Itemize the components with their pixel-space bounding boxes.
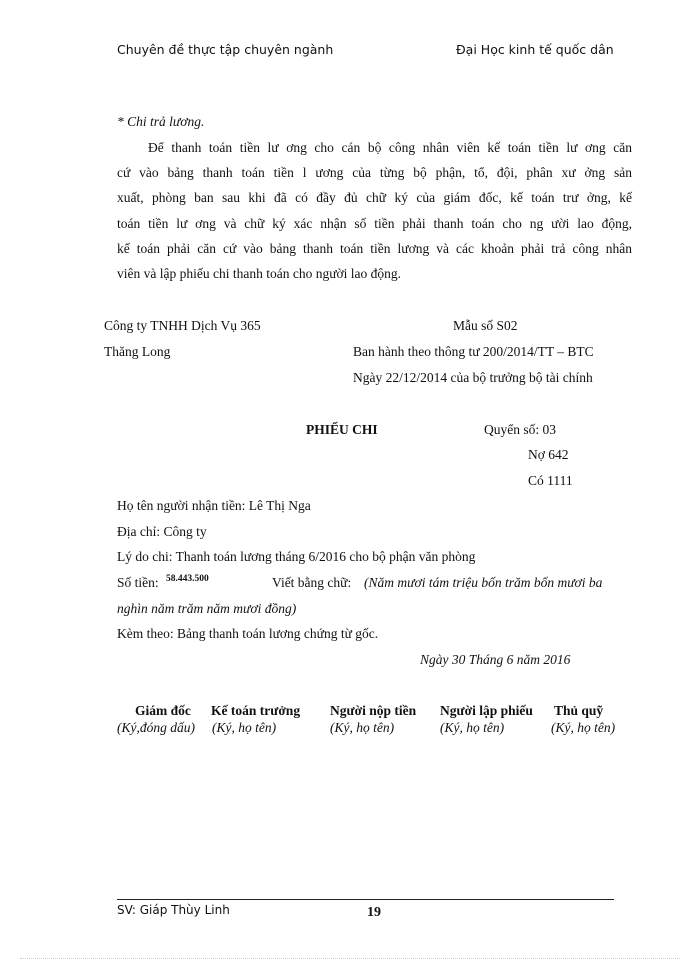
company-name: Công ty TNHH Dịch Vụ 365	[104, 318, 261, 333]
paragraph-line: kế toán phải căn cứ vào bảng thanh toán tiền lương và các khoản phải trả công nhân	[117, 240, 632, 256]
signature-role: Kế toán trưởng	[211, 703, 301, 718]
attachments: Kèm theo: Bảng thanh toán lương chứng từ gốc.	[117, 626, 379, 641]
amount-words: (Năm mươi tám triệu bốn trăm bốn mươi ba	[364, 575, 603, 590]
debit-account: Nợ 642	[528, 447, 569, 462]
credit-account: Có 1111	[528, 473, 573, 488]
paragraph-line: cứ vào bảng thanh toán tiền l ương của từng bộ phận, tổ, đội, phân xư ởng sản	[117, 165, 632, 181]
issued-date: Ngày 22/12/2014 của bộ trưởng bộ tài chính	[353, 370, 593, 385]
header-right: Đại Học kinh tế quốc dân	[456, 42, 614, 57]
signature-note: (Ký, họ tên)	[551, 720, 616, 735]
company-name-line2: Thăng Long	[104, 344, 171, 359]
paragraph-line: xuất, phòng ban sau khi đã có đầy đủ chữ ký của giám đốc, kế toán trư ởng, kế	[117, 190, 632, 206]
amount-words-cont: nghìn năm trăm năm mươi đồng)	[117, 601, 297, 616]
signature-note: (Ký, họ tên)	[330, 720, 395, 735]
signature-note: (Ký, họ tên)	[212, 720, 277, 735]
form-number: Mẫu số S02	[453, 318, 518, 333]
page-number: 19	[367, 905, 381, 920]
address: Địa chỉ: Công ty	[117, 524, 207, 539]
signature-role: Thủ quỹ	[554, 703, 604, 718]
voucher-date: Ngày 30 Tháng 6 năm 2016	[420, 652, 571, 667]
reason: Lý do chi: Thanh toán lương tháng 6/2016 cho bộ phận văn phòng	[117, 549, 476, 564]
voucher-title: PHIẾU CHI	[306, 422, 378, 437]
paragraph-line: viên và lập phiếu chi thanh toán cho người lao động.	[117, 266, 402, 282]
amount-value: 58.443.500	[166, 574, 209, 584]
footer-divider	[117, 899, 614, 900]
section-paragraph	[117, 135, 632, 286]
book-number: Quyển số: 03	[484, 422, 556, 437]
signature-role: Giám đốc	[135, 703, 191, 718]
header-left: Chuyên đề thực tập chuyên ngành	[117, 42, 334, 57]
section-title: * Chi trả lương.	[117, 114, 205, 129]
amount-words-label: Viết bằng chữ:	[272, 575, 352, 590]
issued-by: Ban hành theo thông tư 200/2014/TT – BTC	[353, 344, 594, 359]
signature-role: Người nộp tiền	[330, 703, 417, 718]
signature-role: Người lập phiếu	[440, 703, 533, 718]
footer-student: SV: Giáp Thùy Linh	[117, 903, 230, 917]
recipient: Họ tên người nhận tiền: Lê Thị Nga	[117, 498, 311, 513]
paragraph-line: toán tiền lư ơng và chữ ký xác nhận số tiền phải thanh toán cho ng ười lao động,	[117, 215, 632, 231]
signature-note: (Ký, họ tên)	[440, 720, 505, 735]
amount-label: Số tiền:	[117, 575, 159, 590]
paragraph-line: Để thanh toán tiền lư ơng cho cán bộ công nhân viên kế toán tiền lư ơng căn	[148, 140, 632, 155]
signature-note: (Ký,đóng dấu)	[117, 720, 195, 735]
page-edge-divider	[20, 958, 680, 959]
